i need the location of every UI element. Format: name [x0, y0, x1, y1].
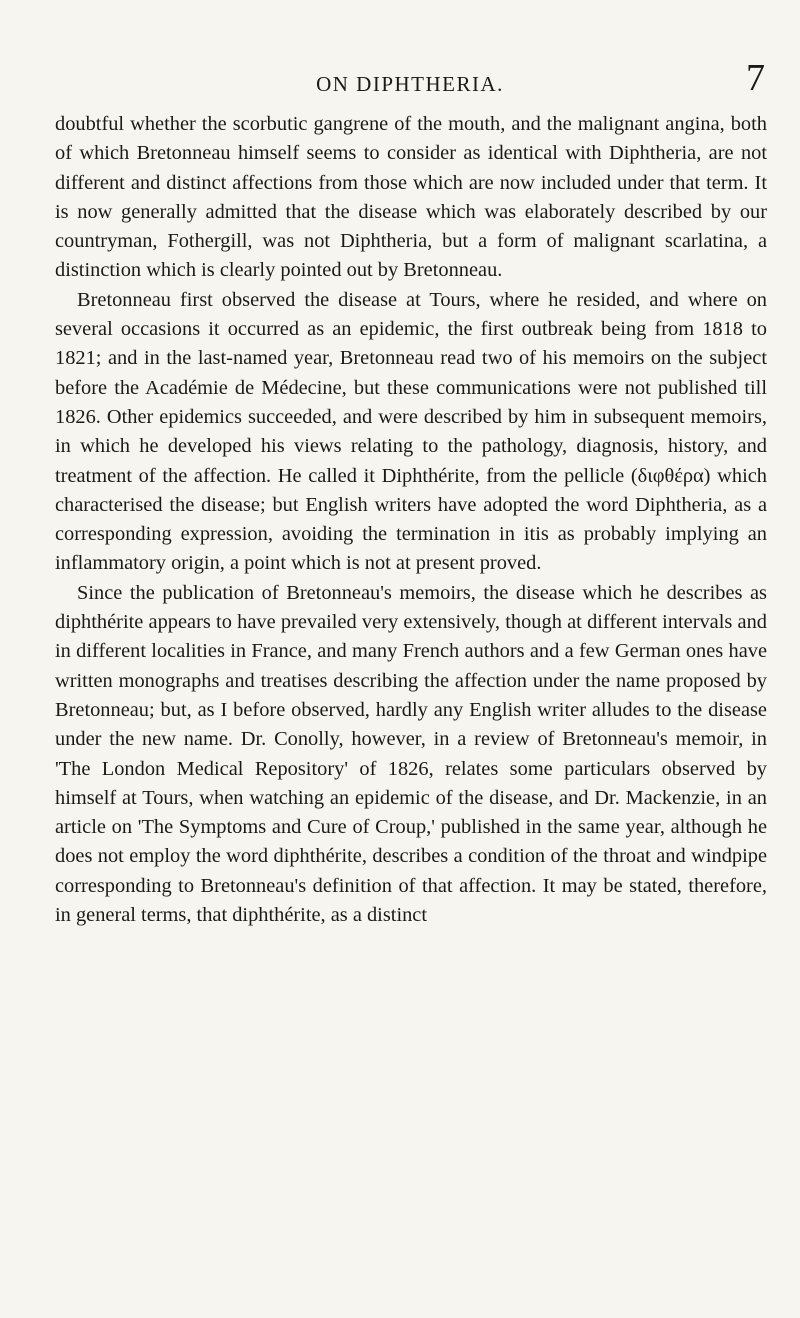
paragraph-continuation: doubtful whether the scorbutic gangrene of the mouth, and the malignant angina, both of which Bretonneau himself seems to consider as identical with Diphtheria, are not different and distinct affections from those which are now included under that term. It is now generally admitted that the disease which was elaborately described by our countryman, Fothergill, was not Diphtheria, but a form of malignant scarlatina, a distinction which is clearly pointed out by Bretonneau.	[55, 113, 767, 282]
paragraph-bretonneau-tours: Bretonneau first observed the disease at Tours, where he resided, and where on several occasions it occurred as an epidemic, the first outbreak being from 1818 to 1821; and in the last-named year, Bretonneau read two of his memoirs on the subject before the Académie de Médecine, but these communications were not published till 1826. Other epidemics succeeded, and were described by him in subsequent memoirs, in which he developed his views relating to the pathology, diagnosis, history, and treatment of the affection. He called it Diphthérite, from the pellicle (διφθέρα) which characterised the disease; but English writers have adopted the word Diphtheria, as a corresponding expression, avoiding the termination in itis as probably implying an inflammatory origin, a point which is not at present proved.	[55, 288, 767, 575]
body-text	[55, 110, 767, 930]
paragraph-since-publication: Since the publication of Bretonneau's memoirs, the disease which he describes as diphthérite appears to have prevailed very extensively, though at different intervals and in different localities in France, and many French authors and a few German ones have written monographs and treatises describing the affection under the name proposed by Bretonneau; but, as I before observed, hardly any English writer alludes to the disease under the new name. Dr. Conolly, however, in a review of Bretonneau's memoir, in 'The London Medical Repository' of 1826, relates some particulars observed by himself at Tours, when watching an epidemic of the disease, and Dr. Mackenzie, in an article on 'The Symptoms and Cure of Croup,' published in the same year, although he does not employ the word diphthérite, describes a condition of the throat and windpipe corresponding to Bretonneau's definition of that affection. It may be stated, therefore, in general terms, that diphthérite, as a distinct	[55, 581, 767, 927]
page-number: 7	[746, 57, 765, 99]
running-title: ON DIPHTHERIA.	[316, 72, 504, 96]
page-header	[55, 57, 765, 100]
